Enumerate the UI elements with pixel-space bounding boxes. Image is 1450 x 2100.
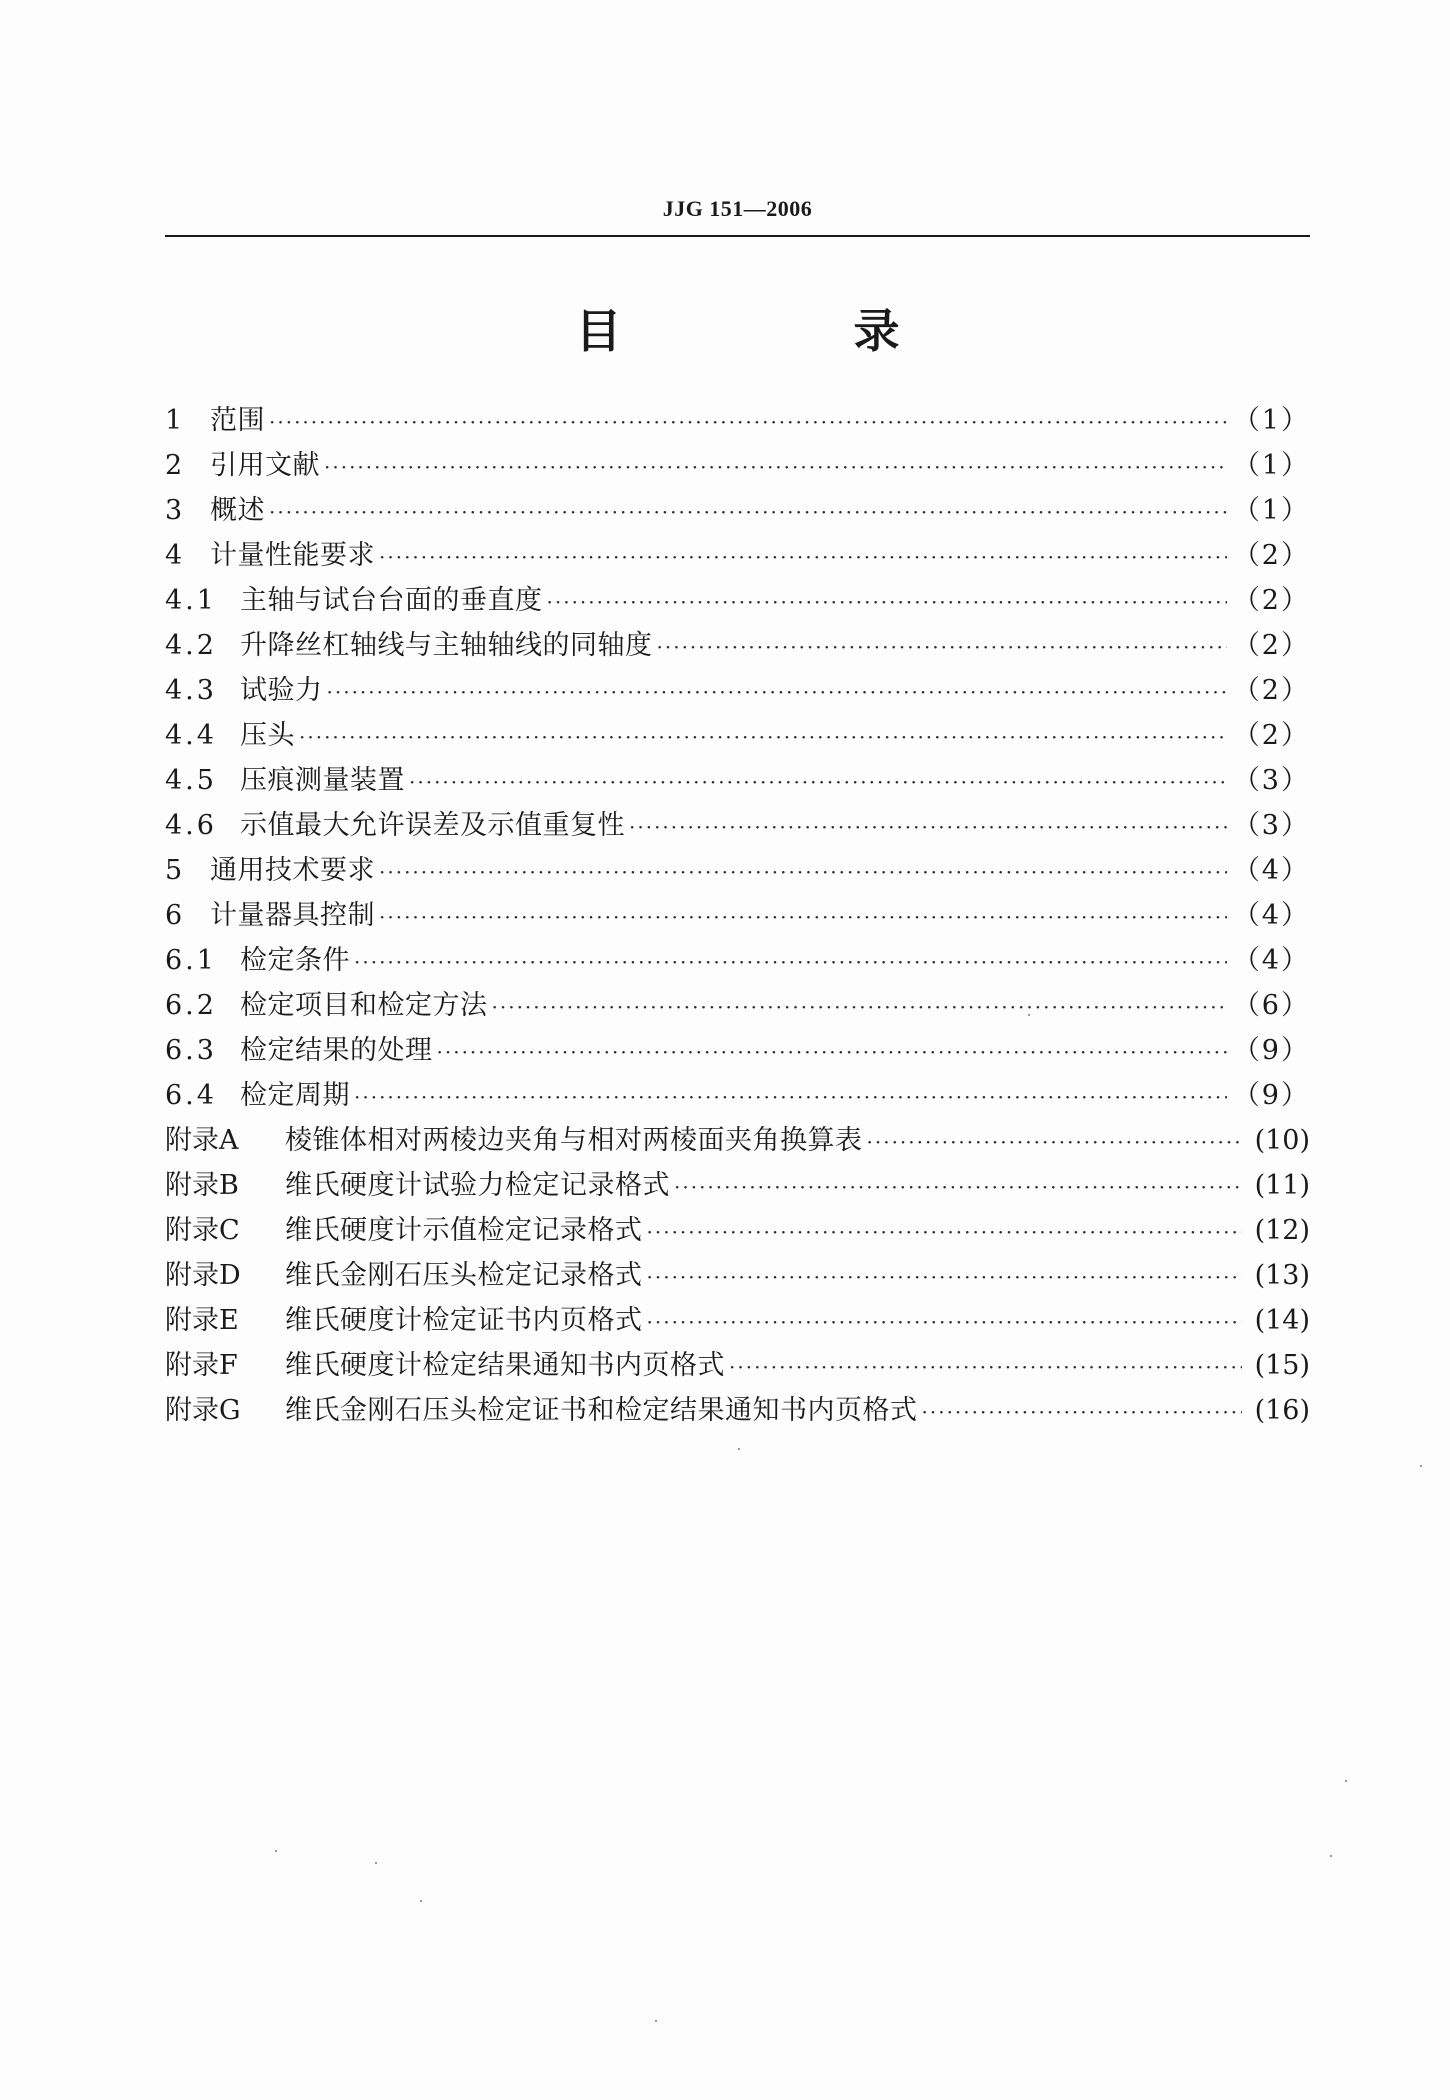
toc-entry-number: 3 [165, 495, 183, 526]
toc-leader-dots [629, 805, 1227, 850]
toc-entry-number: 4.6 [165, 810, 217, 841]
toc-entry-number: 附录B [165, 1170, 239, 1201]
toc-appendix-entry[interactable] [165, 1118, 1310, 1163]
toc-leader-dots [409, 760, 1227, 805]
toc-entry-title: 棱锥体相对两棱边夹角与相对两棱面夹角换算表 [285, 1125, 863, 1156]
scan-speck [375, 1862, 377, 1864]
toc-entry[interactable] [165, 803, 1310, 848]
toc-entry-title: 检定周期 [240, 1080, 350, 1111]
toc-entry-page: （2） [1232, 675, 1310, 706]
toc-entry-title: 维氏金刚石压头检定证书和检定结果通知书内页格式 [285, 1395, 918, 1426]
toc-entry-page: （6） [1232, 990, 1310, 1021]
toc-entry[interactable] [165, 488, 1310, 533]
toc-leader-dots [647, 1210, 1243, 1255]
toc-entry-number: 附录E [165, 1305, 239, 1336]
toc-entry-page: (16) [1254, 1395, 1310, 1426]
toc-appendix-entry[interactable] [165, 1298, 1310, 1343]
scan-speck [1330, 1855, 1332, 1857]
toc-entry[interactable] [165, 668, 1310, 713]
toc-leader-dots [379, 535, 1227, 580]
toc-appendix-entry[interactable] [165, 1253, 1310, 1298]
toc-leader-dots [269, 400, 1227, 445]
toc-entry-number: 4.3 [165, 675, 217, 706]
toc-leader-dots [354, 1075, 1227, 1120]
toc-entry-number: 附录G [165, 1395, 241, 1426]
toc-entry-number: 6.2 [165, 990, 217, 1021]
toc-entry-page: （4） [1232, 900, 1310, 931]
toc-leader-dots [379, 895, 1227, 940]
toc-entry-title: 检定项目和检定方法 [240, 990, 488, 1021]
toc-entry-number: 附录C [165, 1215, 240, 1246]
toc-entry-title: 检定条件 [240, 945, 350, 976]
toc-entry-title: 检定结果的处理 [240, 1035, 433, 1066]
toc-leader-dots [729, 1345, 1242, 1390]
toc-entry-number: 6 [165, 900, 183, 931]
toc-entry-number: 4 [165, 540, 183, 571]
toc-entry-page: （3） [1232, 810, 1310, 841]
toc-entry[interactable] [165, 848, 1310, 893]
toc-entry-number: 5 [165, 855, 183, 886]
toc-entry[interactable] [165, 893, 1310, 938]
scan-speck [275, 1850, 277, 1852]
toc-entry-number: 1 [165, 405, 183, 436]
page-title: 目 录 [575, 304, 1008, 358]
scan-speck [655, 2020, 657, 2022]
toc-entry-title: 维氏硬度计检定结果通知书内页格式 [285, 1350, 725, 1381]
toc-entry[interactable] [165, 398, 1310, 443]
toc-leader-dots [647, 1255, 1243, 1300]
toc-entry-page: （4） [1232, 855, 1310, 886]
toc-entry-title: 试验力 [240, 675, 323, 706]
toc-entry-page: （2） [1232, 585, 1310, 616]
toc-leader-dots [547, 580, 1227, 625]
toc-entry-page: （1） [1232, 405, 1310, 436]
toc-leader-dots [437, 1030, 1227, 1075]
toc-entry-number: 6.4 [165, 1080, 217, 1111]
toc-entry-page: （9） [1232, 1080, 1310, 1111]
toc-entry[interactable] [165, 623, 1310, 668]
toc-leader-dots [922, 1390, 1243, 1435]
table-of-contents [165, 398, 1310, 1433]
toc-entry-title: 维氏硬度计示值检定记录格式 [285, 1215, 643, 1246]
toc-entry-title: 压痕测量装置 [240, 765, 405, 796]
toc-entry[interactable] [165, 1028, 1310, 1073]
toc-entry[interactable] [165, 533, 1310, 578]
toc-appendix-entry[interactable] [165, 1388, 1310, 1433]
toc-entry-title: 主轴与试台台面的垂直度 [240, 585, 543, 616]
toc-appendix-entry[interactable] [165, 1208, 1310, 1253]
toc-entry-title: 升降丝杠轴线与主轴轴线的同轴度 [240, 630, 653, 661]
toc-entry-title: 示值最大允许误差及示值重复性 [240, 810, 625, 841]
toc-entry-page: (10) [1254, 1125, 1310, 1156]
scan-speck [1028, 1014, 1030, 1016]
toc-leader-dots [657, 625, 1227, 670]
toc-leader-dots [327, 670, 1227, 715]
scan-speck [738, 1448, 740, 1450]
toc-entry-title: 范围 [210, 405, 265, 436]
toc-entry-page: (15) [1254, 1350, 1310, 1381]
toc-entry-number: 4.5 [165, 765, 217, 796]
toc-entry[interactable] [165, 443, 1310, 488]
toc-entry-number: 附录A [165, 1125, 239, 1156]
toc-entry-title: 维氏硬度计检定证书内页格式 [285, 1305, 643, 1336]
toc-entry-number: 2 [165, 450, 183, 481]
toc-leader-dots [867, 1120, 1243, 1165]
toc-entry-page: （2） [1232, 630, 1310, 661]
toc-entry[interactable] [165, 758, 1310, 803]
standard-code-header: JJG 151—2006 [662, 196, 813, 221]
toc-entry-number: 4.4 [165, 720, 217, 751]
toc-entry-number: 4.1 [165, 585, 217, 616]
toc-entry-page: （9） [1232, 1035, 1310, 1066]
toc-entry-title: 计量性能要求 [210, 540, 375, 571]
toc-entry-page: (12) [1254, 1215, 1310, 1246]
toc-leader-dots [379, 850, 1227, 895]
toc-entry-page: （2） [1232, 540, 1310, 571]
toc-leader-dots [299, 715, 1227, 760]
toc-leader-dots [324, 445, 1227, 490]
toc-entry-page: （1） [1232, 450, 1310, 481]
toc-entry[interactable] [165, 983, 1310, 1028]
header-rule [165, 235, 1310, 237]
toc-entry-title: 计量器具控制 [210, 900, 375, 931]
toc-leader-dots [354, 940, 1227, 985]
toc-leader-dots [269, 490, 1227, 535]
toc-entry-title: 概述 [210, 495, 265, 526]
toc-entry-page: (14) [1254, 1305, 1310, 1336]
toc-entry-number: 6.3 [165, 1035, 217, 1066]
toc-entry-page: (13) [1254, 1260, 1310, 1291]
toc-entry-page: （1） [1232, 495, 1310, 526]
toc-entry-number: 附录D [165, 1260, 241, 1291]
toc-appendix-entry[interactable] [165, 1343, 1310, 1388]
toc-entry[interactable] [165, 1073, 1310, 1118]
toc-entry-number: 4.2 [165, 630, 217, 661]
toc-entry-number: 附录F [165, 1350, 238, 1381]
toc-leader-dots [492, 985, 1227, 1030]
toc-entry-title: 通用技术要求 [210, 855, 375, 886]
toc-appendix-entry[interactable] [165, 1163, 1310, 1208]
toc-leader-dots [674, 1165, 1242, 1210]
toc-entry-title: 引用文献 [210, 450, 320, 481]
scan-speck [1345, 1780, 1347, 1782]
toc-entry-page: （2） [1232, 720, 1310, 751]
toc-leader-dots [647, 1300, 1243, 1345]
scan-speck [420, 1900, 422, 1902]
toc-entry-number: 6.1 [165, 945, 217, 976]
toc-entry[interactable] [165, 713, 1310, 758]
toc-entry-page: (11) [1254, 1170, 1310, 1201]
toc-entry-page: （4） [1232, 945, 1310, 976]
scan-speck [1420, 1465, 1422, 1467]
toc-entry-page: （3） [1232, 765, 1310, 796]
toc-entry-title: 维氏硬度计试验力检定记录格式 [285, 1170, 670, 1201]
toc-entry[interactable] [165, 938, 1310, 983]
toc-entry-title: 维氏金刚石压头检定记录格式 [285, 1260, 643, 1291]
toc-entry[interactable] [165, 578, 1310, 623]
toc-entry-title: 压头 [240, 720, 295, 751]
